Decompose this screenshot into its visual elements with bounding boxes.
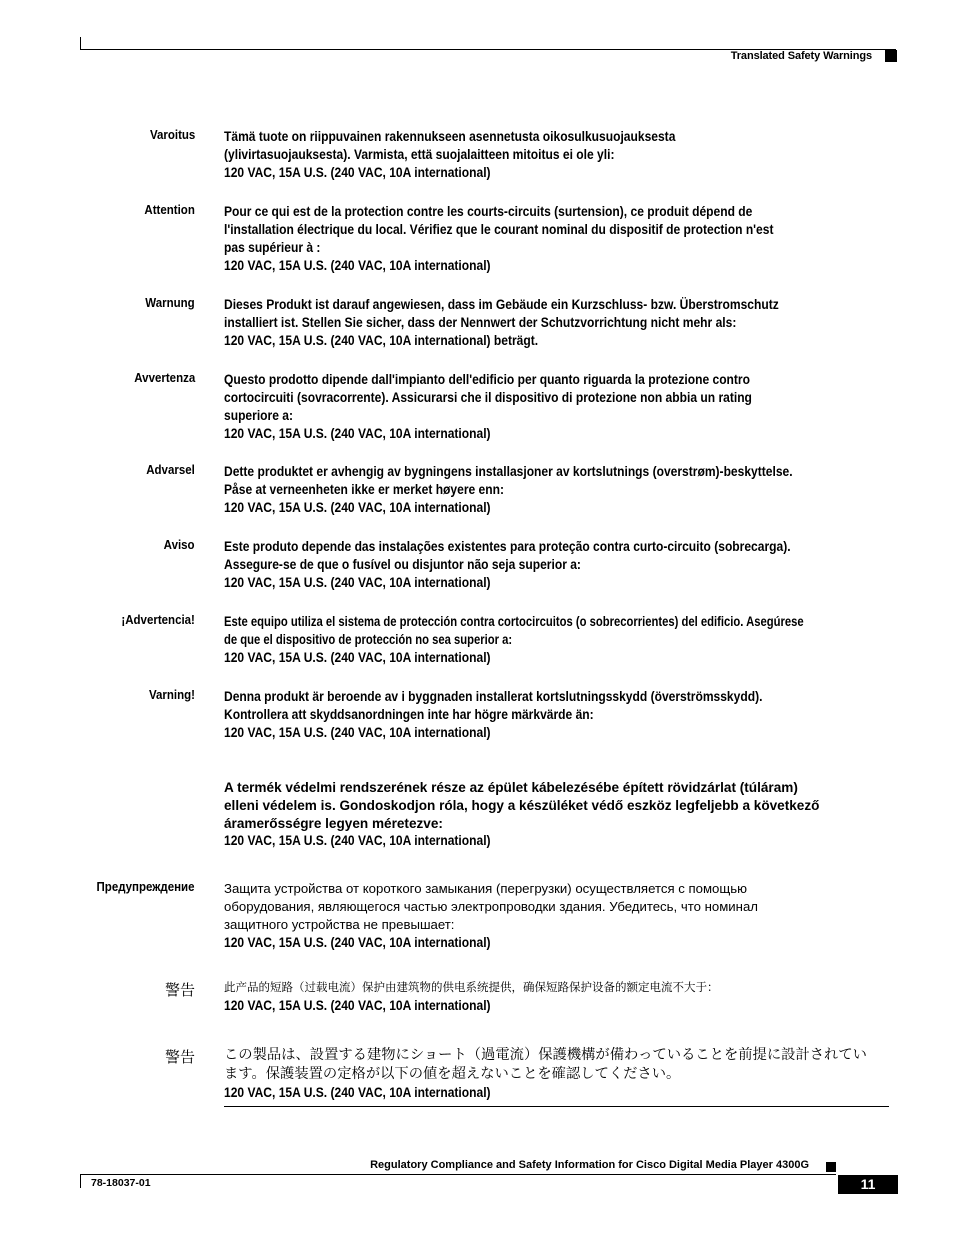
rating-line: 120 VAC, 15A U.S. (240 VAC, 10A international) bbox=[224, 575, 491, 590]
warning-line: Dieses Produkt ist darauf angewiesen, dass im Gebäude ein Kurzschluss- bzw. Überstromschutz bbox=[224, 297, 779, 312]
warning-line: Tämä tuote on riippuvainen rakennukseen asennetusta oikosulkusuojauksesta bbox=[224, 129, 676, 144]
rating-line: 120 VAC, 15A U.S. (240 VAC, 10A international) bbox=[224, 935, 491, 950]
warning-line: 此产品的短路（过载电流）保护由建筑物的供电系统提供，确保短路保护设备的额定电流不大于： bbox=[224, 982, 719, 994]
warning-label: Предупреждение bbox=[96, 880, 195, 894]
rating-line: 120 VAC, 15A U.S. (240 VAC, 10A international) beträgt. bbox=[224, 333, 539, 348]
warning-text bbox=[224, 371, 899, 443]
rating-line: 120 VAC, 15A U.S. (240 VAC, 10A international) bbox=[224, 500, 491, 515]
warning-line: A termék védelmi rendszerének része az épület kábelezésébe épített rövidzárlat (túláram) bbox=[224, 779, 798, 795]
warning-text bbox=[224, 296, 899, 350]
warning-line: Denna produkt är beroende av i byggnaden installerat kortslutningsskydd (överströmsskydd). bbox=[224, 689, 763, 704]
rating-line: 120 VAC, 15A U.S. (240 VAC, 10A international) bbox=[224, 1085, 491, 1100]
warning-text bbox=[224, 538, 899, 592]
warning-line: Este produto depende das instalações existentes para proteção contra curto-circuito (sobrecarga). bbox=[224, 539, 791, 554]
footer-tick bbox=[80, 1174, 81, 1188]
warning-line: Este equipo utiliza el sistema de protección contra cortocircuitos (o sobrecorrientes) del edificio. Asegúrese bbox=[224, 614, 804, 629]
warning-line: installiert ist. Stellen Sie sicher, dass der Nennwert der Schutzvorrichtung nicht mehr als: bbox=[224, 315, 737, 330]
page-number: 11 bbox=[838, 1175, 898, 1194]
header-marker bbox=[885, 50, 897, 62]
warning-line: Kontrollera att skyddsanordningen inte har högre märkvärde än: bbox=[224, 707, 594, 722]
warning-line: Assegure-se de que o fusível ou disjuntor não seja superior a: bbox=[224, 557, 581, 572]
rating-line: 120 VAC, 15A U.S. (240 VAC, 10A international) bbox=[224, 833, 491, 848]
warning-text bbox=[224, 463, 899, 517]
warning-line: Dette produktet er avhengig av bygningens installasjoner av kortslutnings (overstrøm)-beskyttelse. bbox=[224, 464, 793, 479]
warning-line: (ylivirtasuojauksesta). Varmista, että suojalaitteen mitoitus ei ole yli: bbox=[224, 147, 615, 162]
warning-line: Questo prodotto dipende dall'impianto dell'edificio per quanto riguarda la protezione contro bbox=[224, 372, 750, 387]
warning-line: защитного устройства не превышает: bbox=[224, 917, 455, 932]
rating-line: 120 VAC, 15A U.S. (240 VAC, 10A international) bbox=[224, 725, 491, 740]
footer-marker bbox=[826, 1162, 836, 1172]
warning-line: de que el dispositivo de protección no sea superior a: bbox=[224, 632, 513, 647]
warning-line: cortocircuiti (sovracorrente). Assicurarsi che il dispositivo di protezione non abbia un rating bbox=[224, 390, 752, 405]
warning-label: Varoitus bbox=[149, 128, 195, 142]
footer-rule bbox=[80, 1174, 836, 1175]
warning-line: áramerősségre legyen méretezve: bbox=[224, 815, 443, 831]
warning-line: ます。保護装置の定格が以下の値を超えないことを確認してください。 bbox=[224, 1066, 681, 1082]
warning-line: оборудования, являющегося частью электропроводки здания. Убедитесь, что номинал bbox=[224, 899, 758, 914]
warning-text bbox=[224, 778, 899, 850]
section-end-rule bbox=[224, 1106, 889, 1107]
rating-line: 120 VAC, 15A U.S. (240 VAC, 10A international) bbox=[224, 258, 491, 273]
warning-label: Avvertenza bbox=[134, 371, 195, 385]
warning-text bbox=[224, 1046, 899, 1102]
rating-line: 120 VAC, 15A U.S. (240 VAC, 10A international) bbox=[224, 165, 491, 180]
warning-label: 警告 bbox=[164, 982, 195, 999]
warning-text bbox=[224, 688, 899, 742]
warning-text bbox=[224, 203, 899, 275]
warning-line: superiore a: bbox=[224, 408, 293, 423]
warning-line: Защита устройства от короткого замыкания (перегрузки) осуществляется с помощью bbox=[224, 881, 747, 896]
warning-label: Advarsel bbox=[146, 463, 195, 477]
warning-line: pas supérieur à : bbox=[224, 240, 321, 255]
warning-line: l'installation électrique du local. Vérifiez que le courant nominal du dispositif de protection n'est bbox=[224, 222, 774, 237]
warning-text bbox=[224, 613, 899, 667]
warning-label: Aviso bbox=[164, 538, 195, 552]
warning-line: elleni védelem is. Gondoskodjon róla, hogy a készüléket védő eszköz legfeljebb a következő bbox=[224, 797, 820, 813]
warning-label: 警告 bbox=[164, 1049, 195, 1066]
running-header-title: Translated Safety Warnings bbox=[730, 50, 872, 62]
warning-label: Varning! bbox=[148, 688, 195, 702]
warning-label: Attention bbox=[144, 203, 195, 217]
rating-line: 120 VAC, 15A U.S. (240 VAC, 10A international) bbox=[224, 998, 491, 1013]
footer-title: Regulatory Compliance and Safety Information for Cisco Digital Media Player 4300G bbox=[370, 1159, 809, 1171]
warning-label: ¡Advertencia! bbox=[121, 613, 195, 627]
warning-text bbox=[224, 979, 899, 1015]
rating-line: 120 VAC, 15A U.S. (240 VAC, 10A international) bbox=[224, 650, 491, 665]
warning-text bbox=[224, 880, 899, 952]
rating-line: 120 VAC, 15A U.S. (240 VAC, 10A international) bbox=[224, 426, 491, 441]
doc-number: 78-18037-01 bbox=[91, 1177, 151, 1189]
warning-line: Pour ce qui est de la protection contre les courts-circuits (surtension), ce produit dépend de bbox=[224, 204, 753, 219]
warning-label: Warnung bbox=[145, 296, 195, 310]
warning-line: この製品は、設置する建物にショート（過電流）保護機構が備わっていることを前提に設計されてい bbox=[224, 1047, 867, 1063]
warning-text bbox=[224, 128, 899, 182]
warning-line: Påse at verneenheten ikke er merket høyere enn: bbox=[224, 482, 505, 497]
